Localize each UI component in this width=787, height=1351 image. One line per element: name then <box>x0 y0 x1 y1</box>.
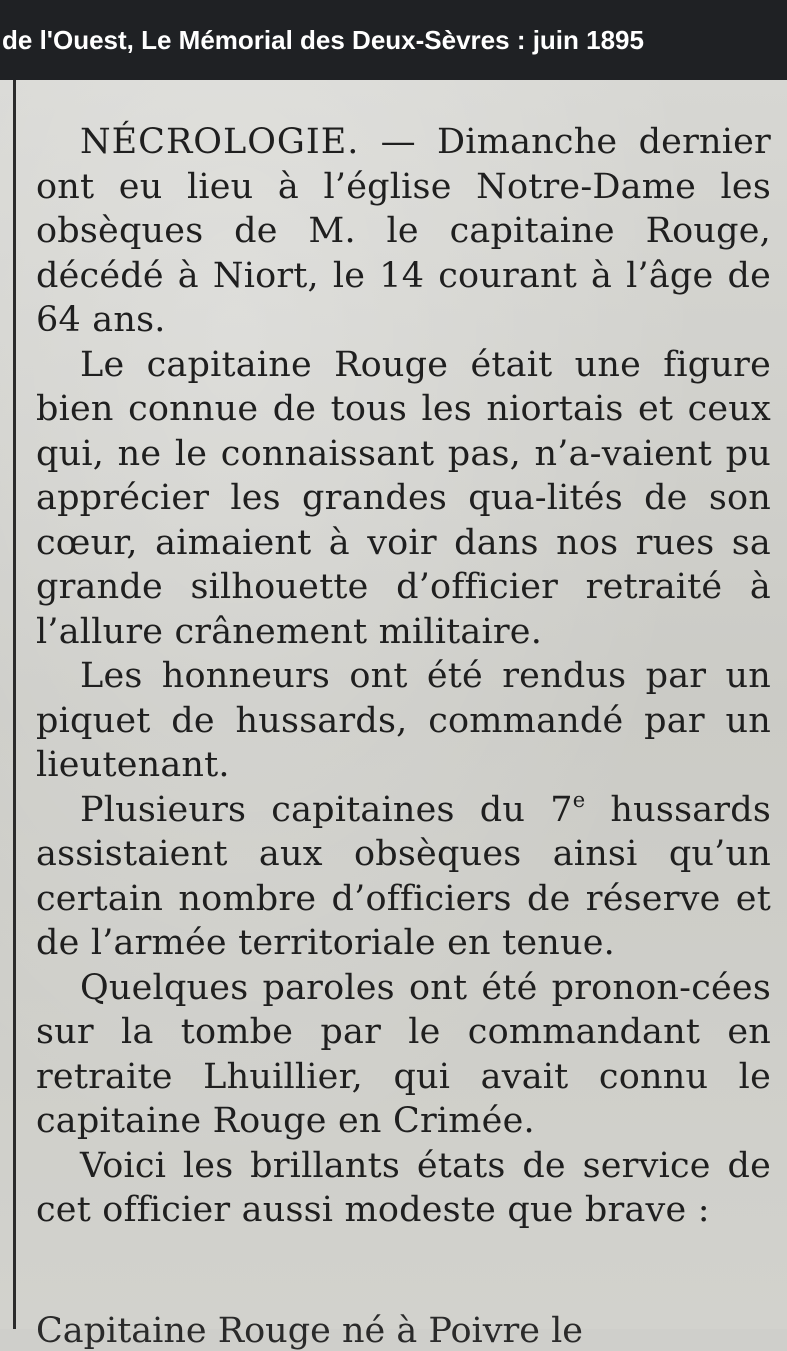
newspaper-clipping <box>0 80 787 1351</box>
header-bar <box>0 0 787 80</box>
paragraph-2: Le capitaine Rouge était une figure bien connue de tous les niortais et ceux qui, ne le connaissant pas, n’a-vaient pu apprécier les grandes qua-lités de son cœur, aimaient à voir dans nos rues sa grande silhouette d’officier retraité à l’allure crânement militaire. <box>36 344 771 652</box>
paragraph-4 <box>36 788 771 966</box>
article-heading: NÉCROLOGIE. <box>80 122 360 162</box>
necrology-article <box>36 120 771 1233</box>
column-rule <box>13 80 16 1329</box>
paragraph-1 <box>36 120 771 343</box>
paragraph-4-text-a: Plusieurs capitaines du 7 <box>80 789 573 830</box>
paragraph-4-text-b: hussards assistaient aux obsèques ainsi qu’un certain nombre d’officiers de réserve et de l’armée territoriale en tenue. <box>36 789 771 963</box>
header-title: de l'Ouest, Le Mémorial des Deux-Sèvres : juin 1895 <box>2 25 644 55</box>
paragraph-6: Voici les brillants états de service de cet officier aussi modeste que brave : <box>36 1145 771 1230</box>
ordinal-superscript: e <box>572 787 586 812</box>
paragraph-5: Quelques paroles ont été pronon-cées sur la tombe par le commandant en retraite Lhuillier, qui avait connu le capitaine Rouge en Crimée. <box>36 967 771 1141</box>
paragraph-1-text: — Dimanche dernier ont eu lieu à l’église Notre-Dame les obsèques de M. le capitaine Rouge, décédé à Niort, le 14 courant à l’âge de 64 ans. <box>36 122 771 340</box>
paragraph-3: Les honneurs ont été rendus par un piquet de hussards, commandé par un lieutenant. <box>36 656 771 785</box>
cut-off-line: Capitaine Rouge né à Poivre le <box>36 1311 583 1351</box>
